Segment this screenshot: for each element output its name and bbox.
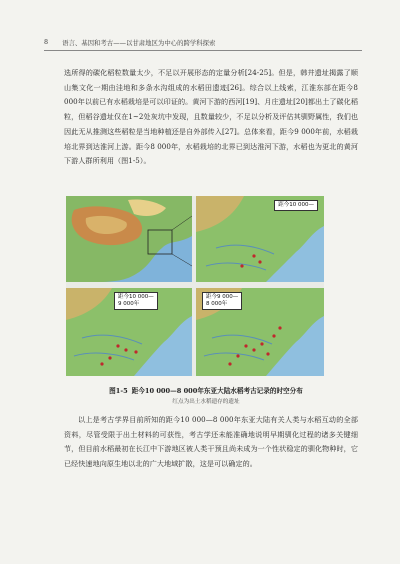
period-label-top-right: 距今10 000— — [274, 200, 318, 211]
page-header — [44, 38, 374, 47]
figure-subcaption: 红点为出土水稻遗存的遗址 — [172, 399, 240, 405]
paragraph-2: 以上是考古学界目前所知的距今10 000—8 000年东亚大陆有关人类与水稻互动的全部资料，尽管受限于出土材料的可获性，考古学还未能准确地说明早期驯化过程的诸多关键细节，但目前水稻最初在长江中下游地区被人类干预且尚未成为一个性状稳定的驯化物种时，它已经快速地向原生地以北的广大地域扩散，这是可以确定的。 — [64, 415, 358, 469]
figure-title: 距今10 000—8 000年东亚大陆水稻考古记录的时空分布 — [131, 387, 303, 395]
header-rule — [44, 50, 362, 51]
map-panel-bottom-right — [196, 288, 324, 376]
period-label-bottom-right: 距今9 000— 8 000年 — [202, 292, 242, 310]
figure-caption — [86, 385, 326, 395]
period-label-bottom-left: 距今10 000— 9 000年 — [114, 292, 158, 310]
overview-map — [66, 196, 192, 282]
map-panel-bottom-left — [66, 288, 192, 376]
map-panel-top-right — [196, 196, 324, 282]
running-title: 语言、基因和考古——以甘肃地区为中心的跨学科探索 — [62, 39, 216, 47]
paragraph-1: 选所得的碳化稻粒数量太少，不足以开展形态的定量分析[24-25]。但是，韩井遗址揭露了顺山集文化一期由洼地和多条水沟组成的水稻田遗迹[26]。综合以上线索，江淮东部在距今8 000年以前已有水稻栽培是可以印证的。黄河下游的西河[19]、月庄遗址[20]都出土了碳化稻粒，但稻谷遗址仅在1~2处灰坑中发现，且数量较少，不足以分析及评估其驯野属性，我们也因此无从推测这些稻粒是当地种植还是自外部传入[27]。总体来看，距今9 000年前，水稻栽培北界到达淮河上游。距今8 000年，水稻栽培的北界已到达淮河下游，水稻也为更北的黄河下游人群所利用（图1-5）。 — [64, 68, 358, 166]
figure-number: 图1-5 — [109, 387, 128, 395]
figure-1-5 — [66, 196, 324, 376]
page-number: 8 — [44, 38, 49, 46]
